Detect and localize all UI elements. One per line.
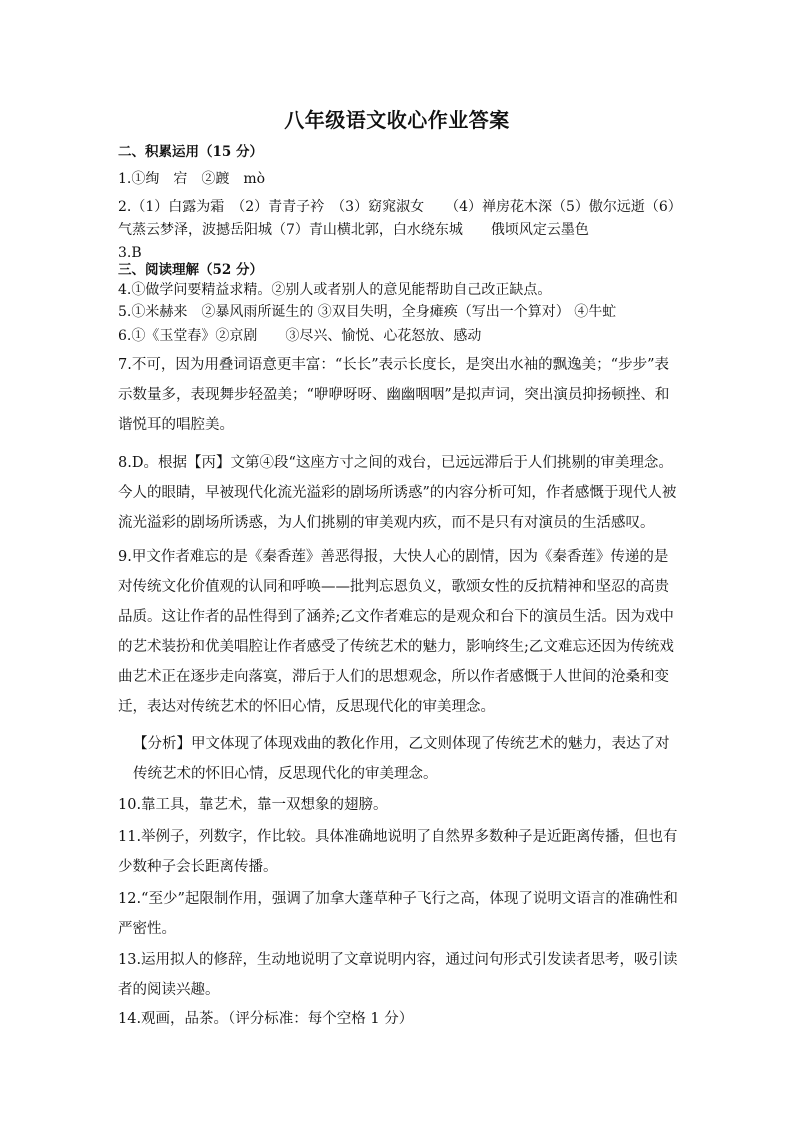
answer-3: 3.B — [118, 245, 142, 261]
answer-9-analysis: 【分析】甲文体现了体现戏曲的教化作用，乙文则体现了传统艺术的魅力，表达了对传统艺术的怀旧心情，反思现代化的审美理念。 — [133, 736, 670, 782]
answer-1: 1.①绚 宕 ②踱 mò — [118, 171, 266, 187]
answer-13: 13.运用拟人的修辞，生动地说明了文章说明内容，通过问句形式引发读者思考，吸引读者的阅读兴趣。 — [118, 952, 678, 998]
answer-10: 10.靠工具，靠艺术，靠一双想象的翅膀。 — [118, 797, 388, 813]
section-heading-reading: 三、阅读理解（52 分） — [118, 262, 263, 278]
answer-9: 9.甲文作者难忘的是《秦香莲》善恶得报，大快人心的剧情，因为《秦香莲》传递的是对传统文化价值观的认同和呼唤——批判忘恩负义，歌颂女性的反抗精神和坚忍的高贵品质。这让作者的品性得到了涵养;乙文作者难忘的是观众和台下的演员生活。因为戏中的艺术装扮和优美唱腔让作者感受了传统艺术的魅力，影响终生;乙文难忘还因为传统戏曲艺术正在逐步走向落寞，滞后于人们的思想观念，所以作者感慨于人世间的沧桑和变迁，表达对传统艺术的怀旧心情，反思现代化的审美理念。 — [118, 549, 674, 715]
answer-2-line-2: 气蒸云梦泽，波撼岳阳城（7）青山横北郭，白水绕东城 俄顷风定云墨色 — [118, 222, 589, 238]
answer-7: 7.不可，因为用叠词语意更丰富：“长长”表示长度长，是突出水袖的飘逸美；“步步”表示数量多，表现舞步轻盈美；“咿咿呀呀、幽幽咽咽”是拟声词，突出演员抑扬顿挫、和谐悦耳的唱腔美。 — [118, 357, 670, 433]
answer-8: 8.D。根据【丙】文第④段“这座方寸之间的戏台，已远远滞后于人们挑剔的审美理念。今人的眼睛，早被现代化流光溢彩的剧场所诱惑”的内容分析可知，作者感慨于现代人被流光溢彩的剧场所诱惑，为人们挑剔的审美观内疚，而不是只有对演员的生活感叹。 — [118, 455, 677, 531]
answer-5: 5.①米赫来 ②暴风雨所诞生的 ③双目失明，全身瘫痪（写出一个算对） ④牛虻 — [118, 304, 617, 320]
answer-11: 11.举例子，列数字，作比较。具体准确地说明了自然界多数种子是近距离传播，但也有少数种子会长距离传播。 — [118, 829, 678, 875]
answer-6: 6.①《玉堂春》②京剧 ③尽兴、愉悦、心花怒放、感动 — [118, 328, 482, 344]
answer-12: 12.“至少”起限制作用，强调了加拿大蓬草种子飞行之高，体现了说明文语言的准确性和严密性。 — [118, 891, 678, 937]
answer-2-line-1: 2.（1）白露为霜 （2）青青子衿 （3）窈窕淑女 （4）禅房花木深（5）傲尔远逝（6） — [118, 199, 682, 215]
answer-4: 4.①做学问要精益求精。②别人或者别人的意见能帮助自己改正缺点。 — [118, 282, 552, 298]
page-title: 八年级语文收心作业答案 — [284, 108, 510, 132]
section-heading-accumulation: 二、积累运用（15 分） — [118, 144, 263, 160]
answer-14: 14.观画，品茶。（评分标准：每个空格 1 分） — [118, 1011, 414, 1027]
